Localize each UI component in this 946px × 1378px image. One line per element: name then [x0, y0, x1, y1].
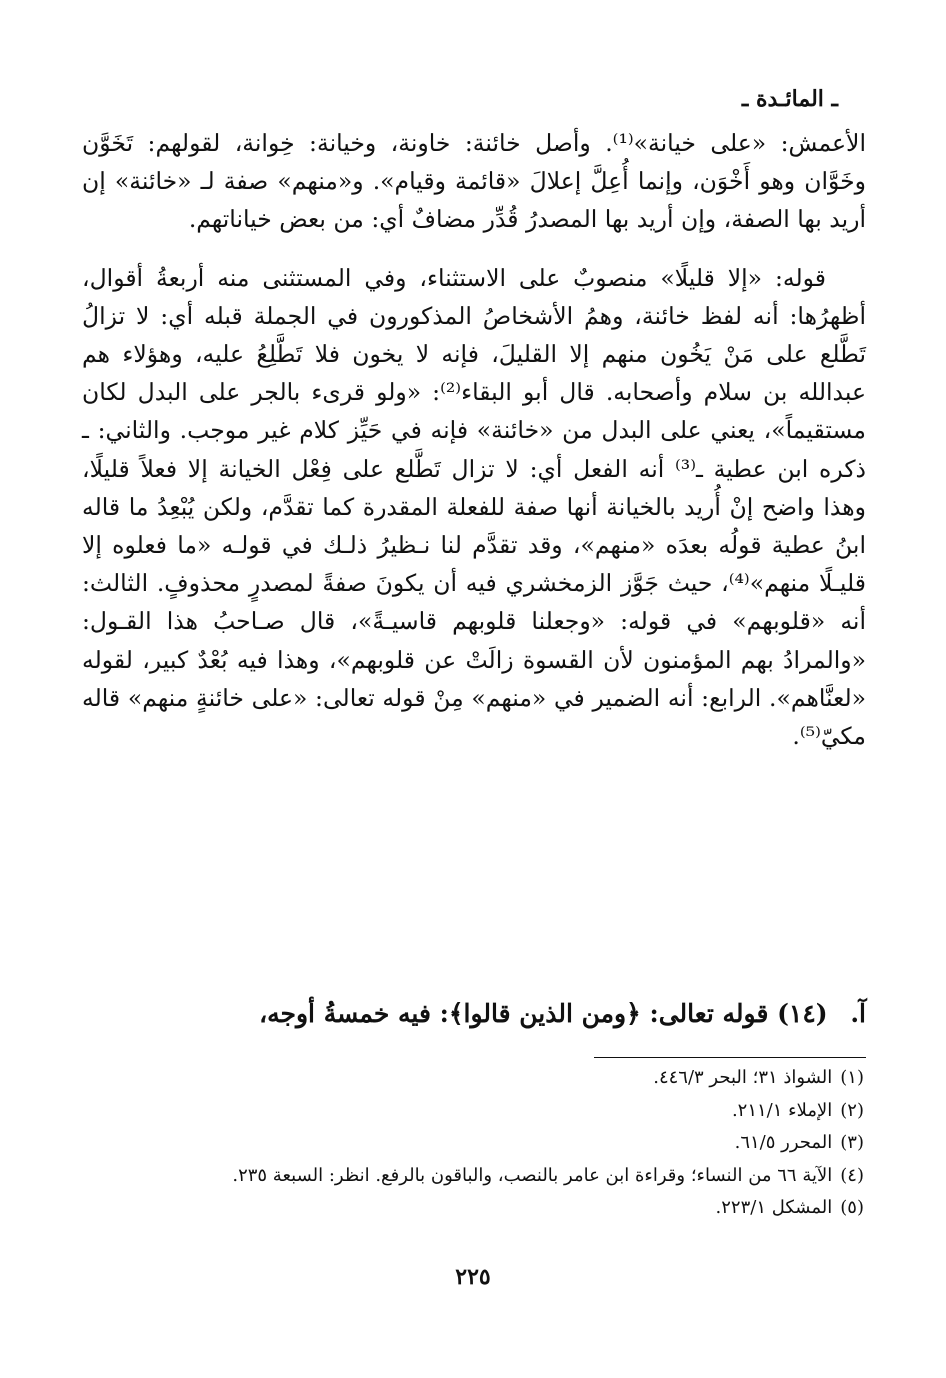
footnote-text: المحرر ٦١/٥.: [734, 1132, 833, 1154]
footnote-item: [80, 1095, 864, 1128]
footnotes: [80, 1062, 864, 1225]
footnote-item: [80, 1160, 864, 1193]
footnote-item: [80, 1192, 864, 1225]
footnote-number: (٣): [840, 1132, 864, 1154]
footnote-number: (٤): [840, 1164, 864, 1186]
footnote-item: [80, 1062, 864, 1095]
footnote-number: (٢): [840, 1099, 864, 1121]
page-number: ٢٢٥: [455, 1264, 491, 1290]
footnote-text: الآية ٦٦ من النساء؛ وقراءة ابن عامر بالنصب، والباقون بالرفع. انظر: السبعة ٢٣٥.: [232, 1164, 833, 1186]
footnote-text: الشواذ ٣١؛ البحر ٤٤٦/٣.: [653, 1067, 833, 1088]
ayah-text: (١٤) قوله تعالى: ﴿ومن الذين قالوا﴾: فيه خمسةُ أوجه،: [259, 999, 828, 1028]
footnote-text: الإملاء ٢١١/١.: [731, 1099, 833, 1121]
footnote-item: [80, 1127, 864, 1160]
running-head: ـ المائـدة ـ: [741, 86, 838, 112]
main-text: [82, 124, 866, 755]
footnote-separator: [594, 1057, 866, 1058]
ayah-heading: [82, 996, 866, 1032]
footnote-number: (٥): [840, 1197, 864, 1219]
paragraph-2: قوله: «إلا قليلًا» منصوبٌ على الاستثناء، وفي المستثنى منه أربعةُ أقوال، أظهرُها: أنه لفظ خائنة، وهمُ الأشخاصُ المذكورون في الجملة قبله أي: لا تزالُ تَطَّلع على مَنْ يَخُون منهم إلا القليلَ، فإنه لا يخون فلا تَطَّلِعُ عليه، وهؤلاء هم عبدالله بن سلام وأصحابه. قال أبو البقاء⁽²⁾: «ولو قرىء بالجر على البدل لكان مستقيماً»، يعني على البدل من «خائنة» فإنه في حَيِّز كلام غير موجب. والثاني: ـ ذكره ابن عطية ـ⁽³⁾ أنه الفعل أي: لا تزال تَطَّلع على فِعْل الخيانة إلا فعلاً قليلًا، وهذا واضح إنْ أُريد بالخيانة أنها صفة للفعلة المقدرة كما تقدَّم، ولكن يُبْعِدُ ما قاله ابنُ عطية قولُه بعدَه «منهم»، وقد تقدَّم لنا نـظيرُ ذلـك في قولـه «ما فعلوه إلا قليـلًا منهم»⁽⁴⁾، حيث جَوَّز الزمخشري فيه أن يكونَ صفةً لمصدرٍ محذوفٍ. الثالث: أنه «قلوبهم» في قوله: «وجعلنا قلوبهم قاسيـةً»، قال صـاحبُ هذا القـول: «والمرادُ بهم المؤمنون لأن القسوة زالَتْ عن قلوبهم»، وهذا فيه بُعْدٌ كبير، لقوله «لعنَّاهم». الرابع: أنه الضمير في «منهم» مِنْ قوله تعالى: «على خائنةٍ منهم» قاله مكيّ⁽⁵⁾.: [82, 263, 866, 751]
paragraph-1: الأعمش: «على خيانة»⁽¹⁾. وأصل خائنة: خاونة، وخيانة: خِوانة، لقولهم: تَخَوَّن وخَوَّان وهو أَخْوَن، وإنما أُعِلَّ إعلالَ «قائمة وقيام». و«منهم» صفة لـ «خائنة» إن أريد بها الصفة، وإن أريد بها المصدرُ قُدِّر مضافٌ أي: من بعض خياناتهم.: [82, 129, 866, 234]
footnote-number: (١): [840, 1067, 864, 1088]
ayah-marker: آ.: [850, 999, 866, 1028]
footnote-text: المشكل ٢٢٣/١.: [715, 1197, 833, 1219]
